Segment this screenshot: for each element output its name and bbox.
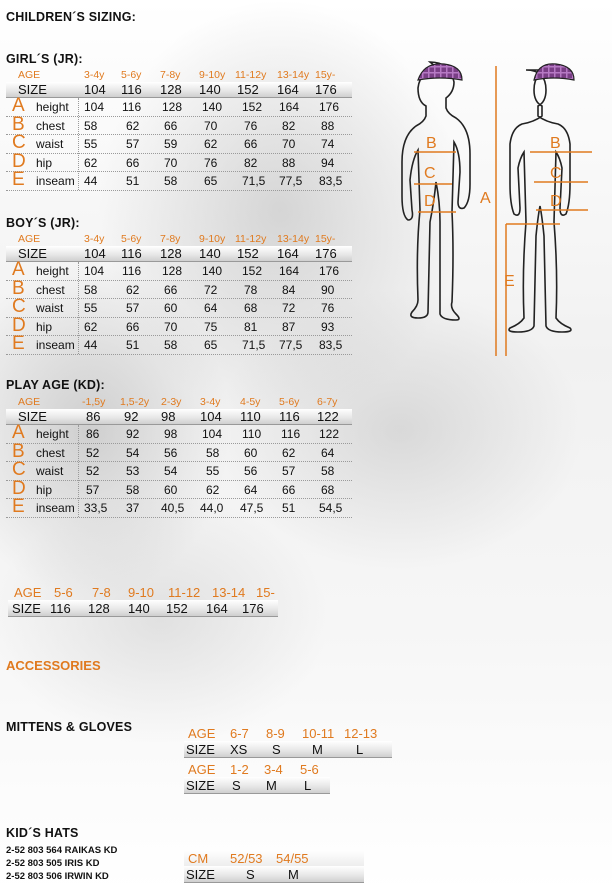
measure-row-waist — [6, 296, 352, 318]
column-divider — [78, 262, 79, 354]
size-cell: 176 — [242, 601, 264, 616]
age-cell: 9-10y — [199, 233, 226, 245]
measure-name: height — [36, 100, 69, 114]
value-cell: 33,5 — [84, 501, 108, 515]
value-cell: 44 — [84, 338, 98, 352]
age-cell: 5-6 — [54, 585, 73, 600]
value-cell: 51 — [126, 338, 140, 352]
hats-cm-row — [184, 850, 364, 867]
cm-cell: 52/53 — [230, 851, 263, 866]
age-cell: 5-6y — [121, 69, 142, 81]
size-cell: S — [272, 742, 281, 757]
age-cell: 10-11 — [302, 726, 335, 741]
value-cell: 62 — [282, 445, 296, 460]
size-cell: 122 — [317, 409, 339, 424]
age-cell: 5-6y — [121, 233, 142, 245]
size-cell: 164 — [206, 601, 228, 616]
age-size-age-row — [8, 584, 278, 601]
value-cell: 70 — [282, 137, 296, 151]
value-cell: 58 — [126, 482, 140, 497]
value-cell: 72 — [282, 301, 296, 315]
size-label: SIZE — [12, 601, 41, 616]
value-cell: 72 — [204, 282, 218, 297]
boys-heading: BOY´S (JR): — [6, 216, 80, 230]
value-cell: 58 — [206, 445, 220, 460]
measure-name: inseam — [36, 174, 75, 188]
value-cell: 104 — [84, 100, 105, 114]
size-row — [6, 246, 352, 262]
value-cell: 164 — [279, 264, 300, 278]
measure-letter: D — [12, 150, 26, 172]
measure-letter: D — [12, 314, 26, 336]
age-label: AGE — [18, 396, 41, 408]
figure-label: D — [424, 193, 436, 210]
column-divider — [78, 425, 79, 517]
measure-letter: B — [12, 113, 25, 135]
age-cell: -1,5y — [82, 396, 106, 408]
value-cell: 57 — [126, 137, 140, 151]
value-cell: 68 — [244, 301, 258, 315]
value-cell: 65 — [204, 338, 218, 352]
measure-name: inseam — [36, 501, 75, 515]
value-cell: 66 — [126, 319, 140, 334]
size-cell: 104 — [200, 409, 222, 424]
value-cell: 66 — [126, 155, 140, 170]
value-cell: 116 — [122, 100, 142, 114]
measure-letter: A — [12, 259, 25, 280]
value-cell: 77,5 — [279, 174, 303, 188]
value-cell: 54,5 — [319, 501, 343, 515]
value-cell: 57 — [282, 464, 296, 478]
age-cell: 11-12y — [235, 69, 267, 81]
girls-size-table — [6, 68, 352, 191]
size-cell: 176 — [315, 246, 337, 261]
value-cell: 92 — [126, 427, 140, 441]
value-cell: 62 — [84, 319, 98, 334]
value-cell: 51 — [126, 174, 140, 188]
value-cell: 52 — [86, 445, 100, 460]
value-cell: 47,5 — [240, 501, 264, 515]
size-cell: M — [266, 778, 277, 793]
measure-name: height — [36, 264, 69, 278]
measure-letter: B — [12, 440, 25, 462]
size-cell: 116 — [50, 601, 71, 616]
size-label: SIZE — [186, 867, 215, 882]
size-label: SIZE — [18, 409, 47, 424]
value-cell: 76 — [321, 301, 335, 315]
value-cell: 88 — [321, 118, 335, 133]
value-cell: 56 — [164, 445, 178, 460]
age-row — [6, 232, 352, 246]
value-cell: 70 — [204, 118, 218, 133]
value-cell: 57 — [126, 301, 140, 315]
value-cell: 64 — [204, 301, 218, 315]
value-cell: 51 — [282, 501, 296, 515]
hat-product: 2-52 803 506 IRWIN KD — [6, 871, 109, 882]
age-cell: 1,5-2y — [120, 396, 150, 408]
age-label: AGE — [18, 233, 41, 245]
size-cell: 104 — [84, 82, 106, 97]
value-cell: 54 — [126, 445, 140, 460]
value-cell: 56 — [244, 464, 258, 478]
value-cell: 84 — [282, 282, 296, 297]
age-cell: 15y- — [315, 69, 336, 81]
age-label: AGE — [188, 726, 216, 741]
mittens-age-row — [184, 725, 392, 742]
value-cell: 55 — [206, 464, 220, 478]
value-cell: 140 — [202, 264, 223, 278]
figure-label: C — [424, 165, 436, 182]
value-cell: 176 — [319, 100, 340, 114]
measure-name: waist — [36, 464, 64, 478]
value-cell: 58 — [164, 174, 178, 188]
value-cell: 76 — [204, 155, 218, 170]
value-cell: 52 — [86, 464, 100, 478]
measure-letter: D — [12, 477, 26, 499]
age-cell: 5-6y — [279, 396, 300, 408]
size-cell: 140 — [128, 601, 150, 616]
size-cell: L — [304, 778, 312, 793]
age-cell: 11-12y — [235, 233, 267, 245]
age-cell: 1-2 — [230, 762, 249, 777]
figure-label: B — [426, 135, 437, 152]
age-cell: 13-14y — [277, 233, 310, 245]
age-cell: 13-14y — [277, 69, 310, 81]
measure-row-inseam — [6, 169, 352, 191]
size-cell: 86 — [86, 409, 101, 424]
measure-row-height — [6, 95, 352, 117]
size-cell: 104 — [84, 246, 106, 261]
value-cell: 62 — [126, 118, 140, 133]
value-cell: 94 — [321, 155, 335, 170]
age-cell: 5-6 — [300, 762, 319, 777]
value-cell: 82 — [244, 155, 258, 170]
age-row — [6, 68, 352, 82]
size-cell: 116 — [121, 246, 142, 261]
value-cell: 128 — [162, 264, 183, 278]
value-cell: 62 — [126, 282, 140, 297]
age-label: AGE — [188, 762, 216, 777]
value-cell: 66 — [164, 118, 178, 133]
size-cell: 128 — [160, 82, 182, 97]
size-cell: 152 — [237, 82, 259, 97]
value-cell: 68 — [321, 482, 335, 497]
cap-icon — [534, 64, 574, 80]
mittens-size-row-2 — [184, 777, 330, 794]
value-cell: 60 — [164, 301, 178, 315]
page-title: CHILDREN´S SIZING: — [6, 10, 136, 24]
measure-letter: C — [12, 459, 26, 480]
value-cell: 71,5 — [242, 338, 266, 352]
age-label: AGE — [14, 585, 42, 600]
measure-row-height — [6, 259, 352, 281]
age-cell: 7-8y — [160, 69, 181, 81]
value-cell: 116 — [281, 427, 301, 441]
figure-label: C — [550, 165, 562, 182]
measure-name: chest — [36, 445, 65, 460]
value-cell: 40,5 — [161, 501, 185, 515]
column-divider — [78, 98, 79, 190]
value-cell: 152 — [242, 264, 263, 278]
size-label: SIZE — [18, 82, 47, 97]
value-cell: 58 — [84, 118, 98, 133]
cm-label: CM — [188, 851, 209, 866]
size-row — [6, 82, 352, 98]
measure-letter: B — [12, 277, 25, 299]
age-cell: 15- — [256, 585, 275, 600]
value-cell: 44 — [84, 174, 98, 188]
size-cell: S — [232, 778, 241, 793]
age-cell: 2-3y — [161, 396, 182, 408]
value-cell: 37 — [126, 501, 140, 515]
value-cell: 86 — [86, 427, 100, 441]
value-cell: 76 — [244, 118, 258, 133]
hats-size-row — [184, 866, 364, 883]
value-cell: 58 — [84, 282, 98, 297]
size-label: SIZE — [186, 742, 215, 757]
body-measurement-figure — [378, 58, 610, 364]
value-cell: 58 — [164, 338, 178, 352]
value-cell: 75 — [204, 319, 218, 334]
hats-heading: KID´S HATS — [6, 826, 79, 840]
size-cell: 140 — [199, 246, 221, 261]
age-cell: 7-8y — [160, 233, 181, 245]
measure-row-inseam — [6, 333, 352, 355]
girls-heading: GIRL´S (JR): — [6, 52, 83, 66]
play-size-table — [6, 395, 352, 518]
age-cell: 3-4y — [84, 69, 105, 81]
value-cell: 66 — [282, 482, 296, 497]
age-cell: 3-4 — [264, 762, 283, 777]
value-cell: 54 — [164, 464, 178, 478]
value-cell: 81 — [244, 319, 258, 334]
value-cell: 57 — [86, 482, 100, 497]
value-cell: 55 — [84, 301, 98, 315]
measure-name: chest — [36, 118, 65, 133]
value-cell: 87 — [282, 319, 296, 334]
size-cell: 116 — [279, 409, 300, 424]
size-label: SIZE — [186, 778, 215, 793]
value-cell: 44,0 — [200, 501, 224, 515]
measure-letter: C — [12, 132, 26, 153]
size-cell: 176 — [315, 82, 337, 97]
measure-letter: E — [12, 169, 25, 190]
value-cell: 60 — [244, 445, 258, 460]
value-cell: 70 — [164, 319, 178, 334]
age-cell: 9-10 — [128, 585, 155, 600]
value-cell: 164 — [279, 100, 300, 114]
measure-row-chest — [6, 440, 352, 463]
value-cell: 78 — [244, 282, 258, 297]
measure-letter: A — [12, 422, 25, 443]
value-cell: 128 — [162, 100, 183, 114]
size-cell: 98 — [161, 409, 176, 424]
age-cell: 13-14 — [212, 585, 246, 600]
play-heading: PLAY AGE (KD): — [6, 378, 105, 392]
size-cell: 164 — [277, 246, 299, 261]
size-row — [6, 409, 352, 425]
value-cell: 71,5 — [242, 174, 266, 188]
measure-name: chest — [36, 282, 65, 297]
size-cell: 140 — [199, 82, 221, 97]
boys-size-table — [6, 232, 352, 355]
hat-product: 2-52 803 564 RAIKAS KD — [6, 845, 118, 856]
value-cell: 104 — [202, 427, 223, 441]
measure-letter: E — [12, 496, 25, 517]
age-cell: 3-4y — [84, 233, 105, 245]
size-cell: 152 — [166, 601, 188, 616]
value-cell: 65 — [204, 174, 218, 188]
value-cell: 77,5 — [279, 338, 303, 352]
value-cell: 82 — [282, 118, 296, 133]
value-cell: 98 — [164, 427, 178, 441]
value-cell: 53 — [126, 464, 140, 478]
measure-row-hip — [6, 314, 352, 337]
measure-row-waist — [6, 132, 352, 154]
measure-letter: C — [12, 296, 26, 317]
size-cell: S — [246, 867, 255, 882]
measure-row-inseam — [6, 496, 352, 518]
value-cell: 90 — [321, 282, 335, 297]
mittens-heading: MITTENS & GLOVES — [6, 720, 133, 734]
figure-label: B — [550, 135, 561, 152]
value-cell: 74 — [321, 137, 335, 151]
figure-label: D — [550, 193, 562, 210]
cap-icon — [418, 64, 462, 80]
measure-name: height — [36, 427, 69, 441]
measure-row-chest — [6, 277, 352, 300]
size-cell: 116 — [121, 82, 142, 97]
size-cell: 110 — [240, 409, 261, 424]
value-cell: 83,5 — [319, 174, 343, 188]
accessories-heading: ACCESSORIES — [6, 658, 101, 673]
size-cell: 128 — [88, 601, 110, 616]
side-figure — [402, 62, 470, 320]
measure-row-hip — [6, 477, 352, 500]
value-cell: 62 — [204, 137, 218, 151]
measure-name: waist — [36, 301, 64, 315]
size-cell: XS — [230, 742, 248, 757]
age-cell: 3-4y — [200, 396, 221, 408]
age-cell: 12-13 — [344, 726, 378, 741]
measure-row-hip — [6, 150, 352, 173]
age-cell: 9-10y — [199, 69, 226, 81]
figure-label: A — [480, 190, 491, 207]
value-cell: 66 — [244, 137, 258, 151]
front-figure — [509, 70, 571, 332]
age-cell: 15y- — [315, 233, 336, 245]
value-cell: 176 — [319, 264, 340, 278]
measure-row-height — [6, 422, 352, 444]
value-cell: 60 — [164, 482, 178, 497]
measure-name: hip — [36, 155, 53, 170]
value-cell: 70 — [164, 155, 178, 170]
value-cell: 122 — [319, 427, 340, 441]
measure-name: inseam — [36, 338, 75, 352]
measure-row-waist — [6, 459, 352, 481]
measure-letter: A — [12, 95, 25, 116]
value-cell: 62 — [206, 482, 220, 497]
value-cell: 64 — [321, 445, 335, 460]
measure-row-chest — [6, 113, 352, 136]
size-cell: 92 — [124, 409, 139, 424]
value-cell: 152 — [242, 100, 263, 114]
value-cell: 55 — [84, 137, 98, 151]
size-cell: 164 — [277, 82, 299, 97]
cm-cell: 54/55 — [276, 851, 309, 866]
mittens-size-row — [184, 741, 392, 758]
value-cell: 116 — [122, 264, 142, 278]
hat-product: 2-52 803 505 IRIS KD — [6, 858, 100, 869]
measure-letter: E — [12, 333, 25, 354]
size-cell: M — [288, 867, 299, 882]
size-cell: 128 — [160, 246, 182, 261]
age-size-size-row — [8, 600, 278, 617]
value-cell: 93 — [321, 319, 335, 334]
value-cell: 88 — [282, 155, 296, 170]
value-cell: 62 — [84, 155, 98, 170]
age-row — [6, 395, 352, 409]
age-label: AGE — [18, 69, 41, 81]
value-cell: 64 — [244, 482, 258, 497]
mittens-age-row-2 — [184, 761, 330, 778]
measure-name: waist — [36, 137, 64, 151]
age-cell: 8-9 — [266, 726, 285, 741]
size-label: SIZE — [18, 246, 47, 261]
age-cell: 6-7 — [230, 726, 249, 741]
age-cell: 4-5y — [240, 396, 261, 408]
size-cell: 152 — [237, 246, 259, 261]
value-cell: 66 — [164, 282, 178, 297]
age-cell: 7-8 — [92, 585, 111, 600]
figure-label: E — [504, 273, 515, 290]
size-cell: M — [312, 742, 323, 757]
age-cell: 6-7y — [317, 396, 338, 408]
value-cell: 110 — [242, 427, 262, 441]
value-cell: 104 — [84, 264, 105, 278]
age-cell: 11-12 — [168, 585, 201, 600]
measure-name: hip — [36, 482, 53, 497]
value-cell: 58 — [321, 464, 335, 478]
measure-name: hip — [36, 319, 53, 334]
value-cell: 59 — [164, 137, 178, 151]
value-cell: 140 — [202, 100, 223, 114]
value-cell: 83,5 — [319, 338, 343, 352]
size-cell: L — [356, 742, 364, 757]
